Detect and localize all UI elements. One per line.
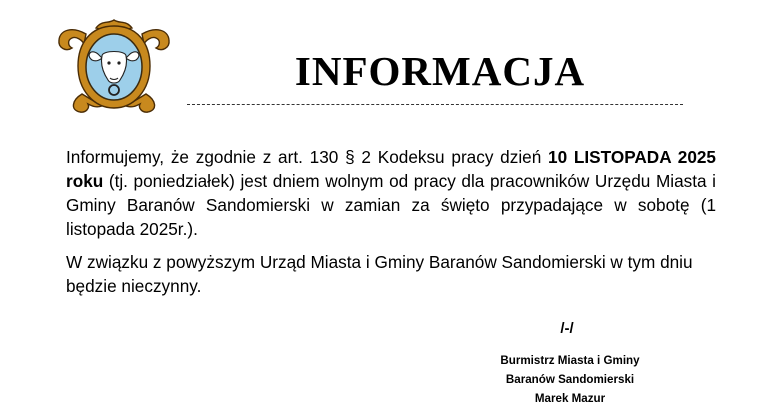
paragraph-1-date: 10 LISTOPADA 2025 roku (66, 147, 716, 191)
coat-of-arms-icon (56, 18, 172, 116)
paragraph-1 (66, 145, 716, 241)
paragraph-2: W związku z powyższym Urząd Miasta i Gminy Baranów Sandomierski w tym dniu będzie nieczynny. (66, 252, 693, 296)
signature-line-place: Baranów Sandomierski (505, 373, 635, 386)
signature-line-name: Marek Mazur (534, 392, 606, 405)
signature-mark: /-/ (560, 320, 574, 337)
signature-block (480, 351, 660, 408)
paragraph-1-text-b: (tj. poniedziałek) jest dniem wolnym od pracy dla pracowników Urzędu Miasta i Gminy Baranów Sandomierski w zamian za święto przypadające w sobotę (1 listopada 2025r.). (66, 171, 716, 239)
paragraph-1-text-a: Informujemy, że zgodnie z art. 130 § 2 Kodeksu pracy dzień (66, 147, 549, 167)
announcement-body (66, 145, 716, 307)
page-title: INFORMACJA (294, 48, 586, 94)
dashed-divider (187, 104, 683, 105)
signature-line-title: Burmistrz Miasta i Gminy (500, 354, 640, 367)
